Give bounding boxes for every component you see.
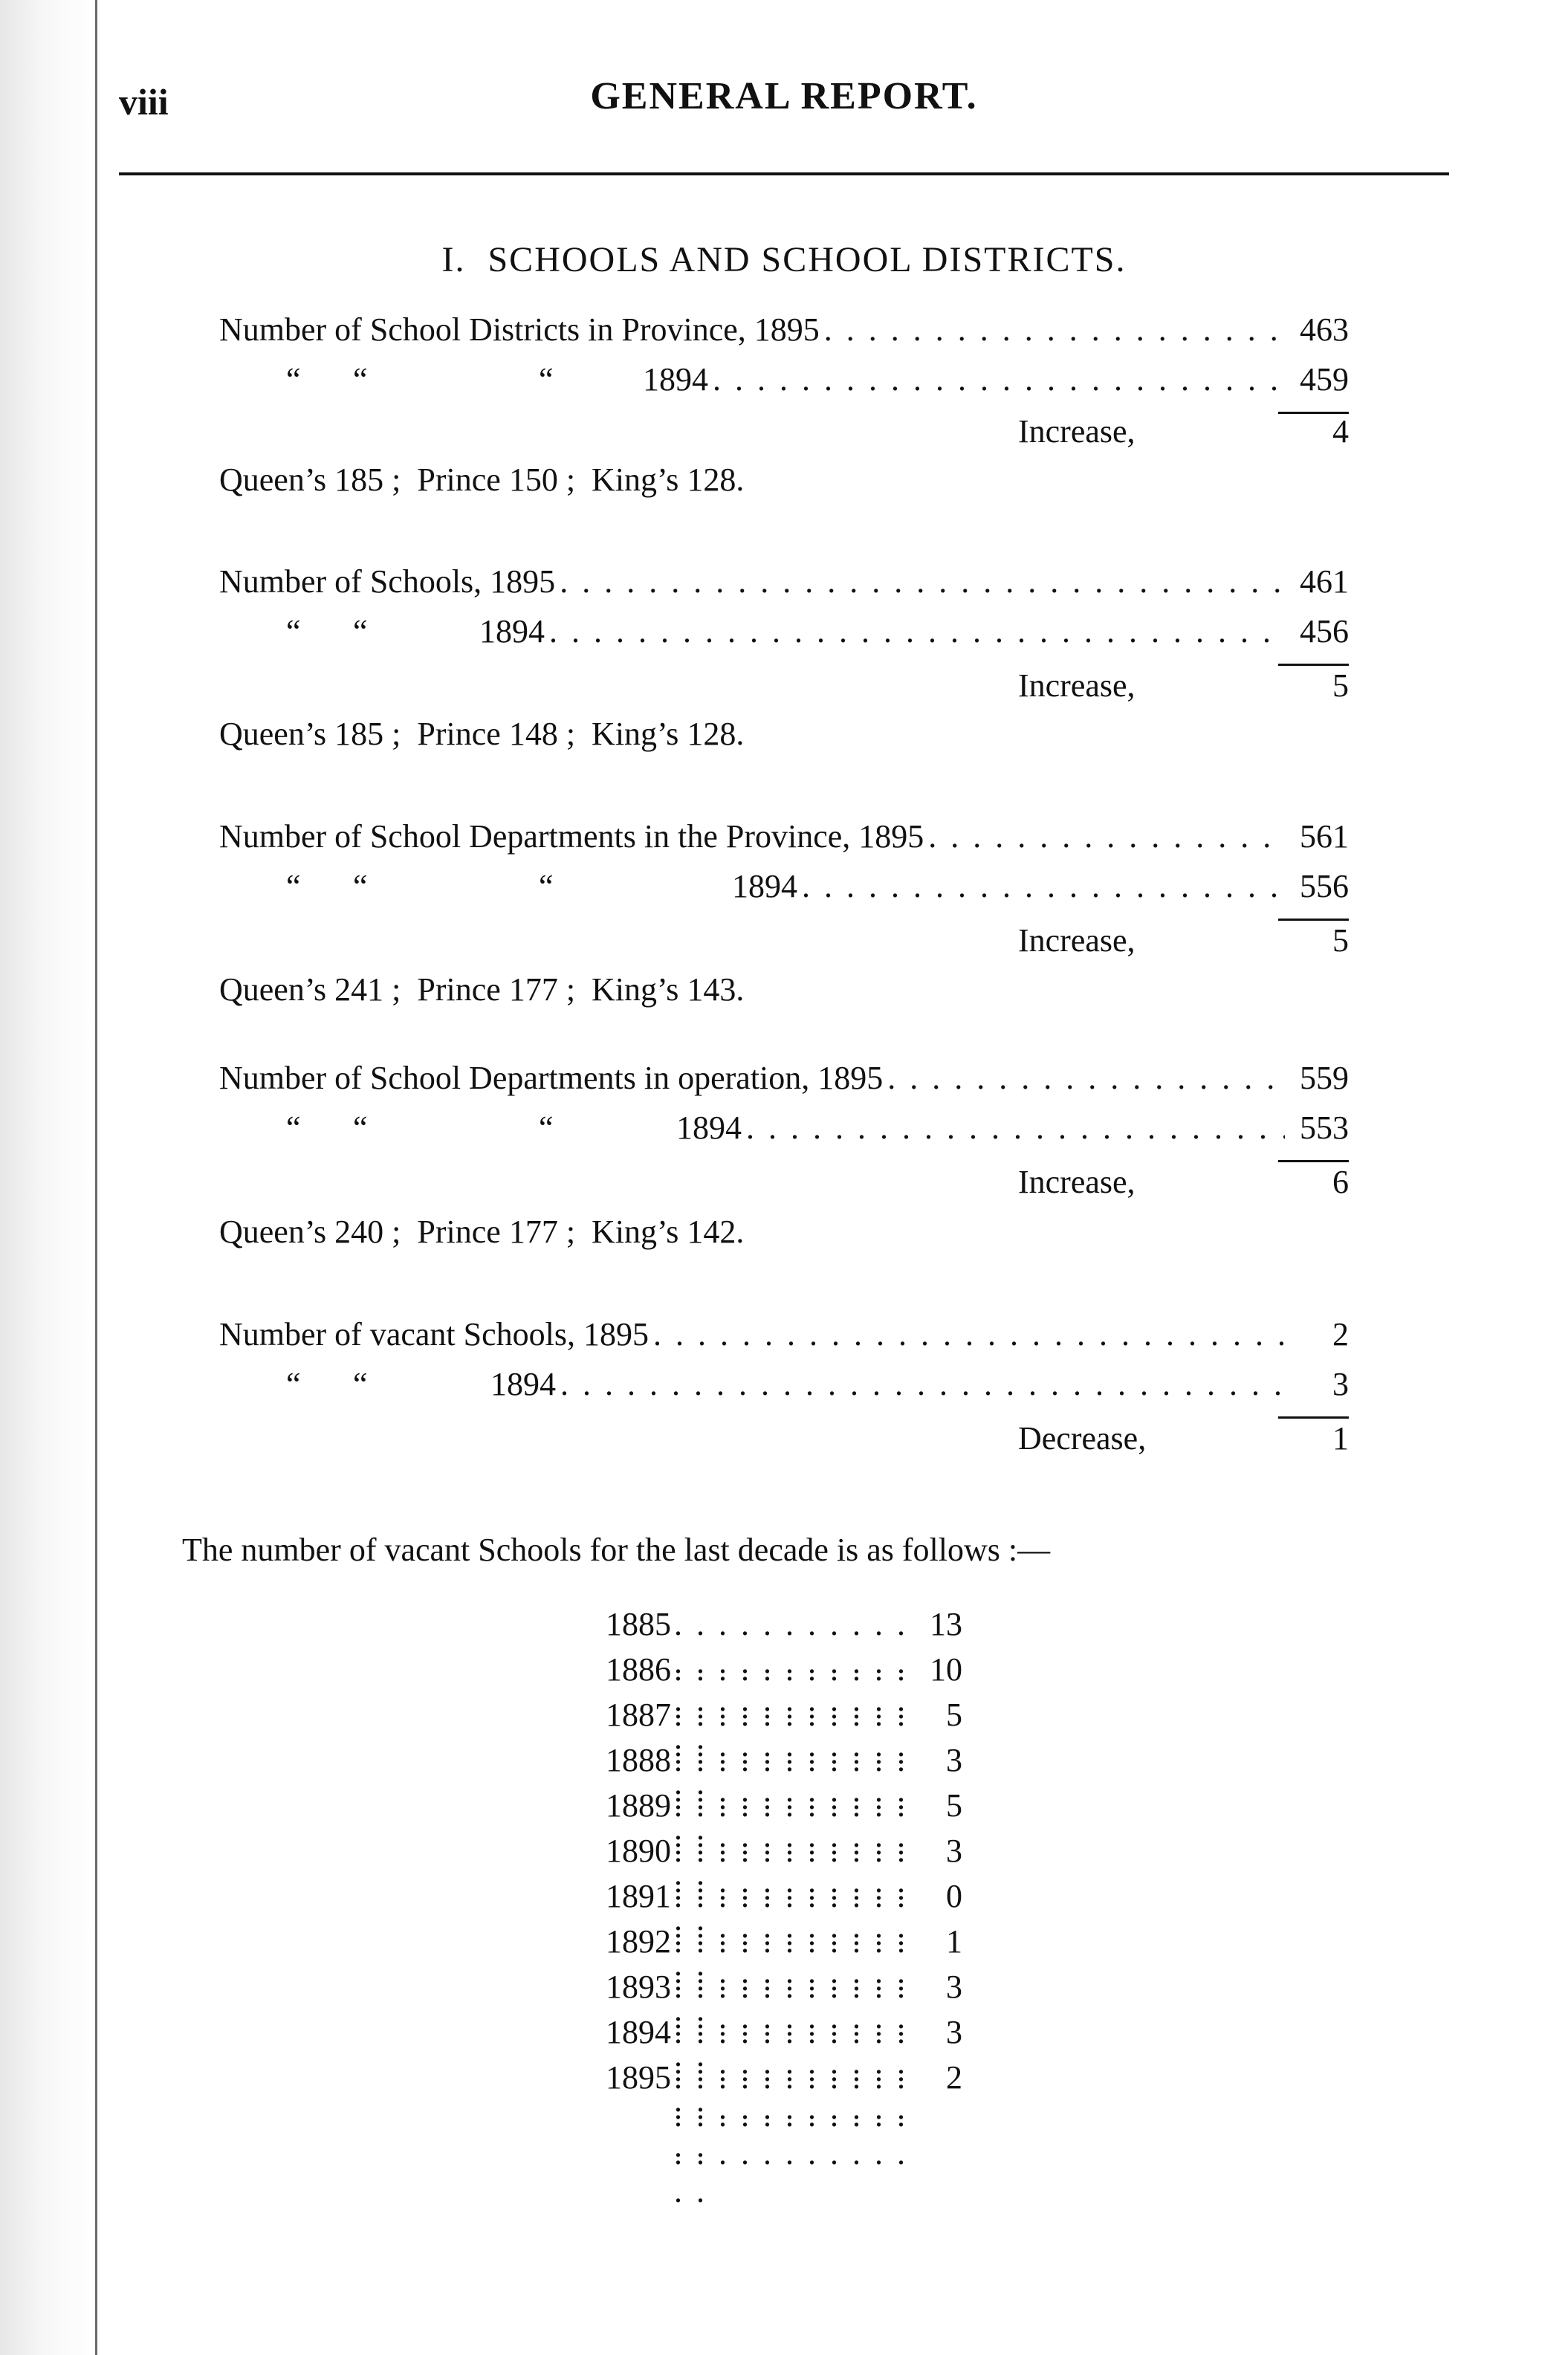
- row-year: 1894: [643, 361, 708, 398]
- change-label: Decrease,: [1018, 1420, 1147, 1457]
- row-label: Number of School Departments in the Province, 1895: [219, 818, 924, 855]
- decade-value: 1: [946, 1923, 962, 1960]
- row-value: 556: [1300, 868, 1349, 904]
- change-label: Increase,: [1018, 667, 1135, 704]
- ditto-mark: “: [353, 868, 368, 904]
- running-title: GENERAL REPORT.: [590, 75, 978, 117]
- ditto-mark: “: [539, 1110, 554, 1146]
- change-value: 5: [1332, 922, 1349, 959]
- change-label: Increase,: [1018, 1164, 1135, 1200]
- decade-row: [606, 1832, 962, 1876]
- row-year: 1894: [732, 868, 797, 904]
- decade-value: 3: [946, 2014, 962, 2050]
- row-value: 559: [1300, 1060, 1349, 1096]
- section-heading: [0, 239, 1568, 280]
- districts-1895-row: [219, 311, 1349, 355]
- row-value: 561: [1300, 818, 1349, 855]
- decade-value: 0: [946, 1878, 962, 1914]
- decade-row: [606, 2013, 962, 2058]
- dot-leader: [674, 2058, 922, 2210]
- row-value: 3: [1332, 1366, 1349, 1402]
- sum-rule: [1278, 919, 1349, 921]
- decade-row: [606, 1651, 962, 1695]
- decade-value: 3: [946, 1969, 962, 2005]
- departments-1894-row: [219, 867, 1349, 912]
- decade-row: [606, 2058, 962, 2103]
- ditto-mark: “: [539, 868, 554, 904]
- dot-leader: [549, 612, 1285, 650]
- vacant-1894-row: [219, 1365, 1349, 1410]
- row-value: 456: [1300, 613, 1349, 650]
- decade-value: 2: [946, 2059, 962, 2096]
- ditto-mark: “: [286, 1110, 301, 1146]
- decade-row: [606, 1922, 962, 1967]
- row-label: Number of Schools, 1895: [219, 563, 556, 600]
- decade-year: 1890: [606, 1833, 671, 1869]
- districts-summary: Queen’s 185 ; Prince 150 ; King’s 128.: [219, 461, 745, 498]
- change-value: 4: [1332, 413, 1349, 450]
- operation-1894-row: [219, 1109, 1349, 1153]
- dot-leader: [713, 360, 1285, 398]
- decade-value: 10: [930, 1651, 962, 1688]
- decade-value: 3: [946, 1833, 962, 1869]
- vacant-1895-row: [219, 1315, 1349, 1360]
- operation-change-row: [1018, 1163, 1349, 1208]
- decade-year: 1887: [606, 1697, 671, 1733]
- dot-leader: [560, 563, 1285, 600]
- decade-year: 1888: [606, 1742, 671, 1778]
- row-label: Number of School Departments in operation, 1895: [219, 1060, 884, 1096]
- decade-intro: The number of vacant Schools for the last decade is as follows :—: [182, 1532, 1051, 1568]
- dot-leader: [746, 1109, 1285, 1147]
- row-year: 1894: [490, 1366, 556, 1402]
- districts-change-row: [1018, 412, 1349, 457]
- decade-value: 5: [946, 1787, 962, 1824]
- row-year: 1894: [479, 613, 545, 650]
- decade-year: 1891: [606, 1878, 671, 1914]
- decade-row: [606, 1787, 962, 1831]
- section-number: I.: [441, 240, 466, 279]
- ditto-mark: “: [286, 868, 301, 904]
- decade-year: 1886: [606, 1651, 671, 1688]
- row-value: 2: [1332, 1316, 1349, 1353]
- change-value: 5: [1332, 667, 1349, 704]
- sum-rule: [1278, 1160, 1349, 1162]
- decade-year: 1895: [606, 2059, 671, 2096]
- departments-1895-row: [219, 817, 1349, 862]
- ditto-mark: “: [286, 613, 301, 650]
- ditto-mark: “: [353, 1110, 368, 1146]
- schools-change-row: [1018, 667, 1349, 711]
- dot-leader: [887, 1059, 1285, 1097]
- dot-leader: [560, 1365, 1285, 1403]
- row-value: 461: [1300, 563, 1349, 600]
- page-edge-line: [95, 0, 97, 2355]
- decade-year: 1885: [606, 1606, 671, 1642]
- ditto-mark: “: [353, 613, 368, 650]
- section-title: SCHOOLS AND SCHOOL DISTRICTS.: [487, 240, 1127, 279]
- row-value: 553: [1300, 1110, 1349, 1146]
- ditto-mark: “: [286, 361, 301, 398]
- dot-leader: [928, 817, 1285, 855]
- row-value: 463: [1300, 311, 1349, 348]
- change-value: 1: [1332, 1420, 1349, 1457]
- row-year: 1894: [676, 1110, 742, 1146]
- change-label: Increase,: [1018, 413, 1135, 450]
- decade-year: 1894: [606, 2014, 671, 2050]
- ditto-mark: “: [353, 361, 368, 398]
- dot-leader: [653, 1315, 1285, 1353]
- districts-1894-row: [219, 360, 1349, 405]
- row-label: Number of School Districts in Province, 1895: [219, 311, 820, 348]
- decade-year: 1893: [606, 1969, 671, 2005]
- schools-1894-row: [219, 612, 1349, 657]
- decade-row: [606, 1696, 962, 1740]
- decade-value: 13: [930, 1606, 962, 1642]
- header-rule: [119, 172, 1449, 175]
- sum-rule: [1278, 664, 1349, 666]
- schools-1895-row: [219, 563, 1349, 607]
- vacant-change-row: [1018, 1419, 1349, 1464]
- ditto-mark: “: [539, 361, 554, 398]
- decade-row: [606, 1605, 962, 1650]
- change-label: Increase,: [1018, 922, 1135, 959]
- decade-value: 3: [946, 1742, 962, 1778]
- dot-leader: [824, 311, 1285, 349]
- ditto-mark: “: [286, 1366, 301, 1402]
- decade-year: 1889: [606, 1787, 671, 1824]
- ditto-mark: “: [353, 1366, 368, 1402]
- schools-summary: Queen’s 185 ; Prince 148 ; King’s 128.: [219, 716, 745, 752]
- decade-row: [606, 1741, 962, 1786]
- decade-year: 1892: [606, 1923, 671, 1960]
- decade-row: [606, 1877, 962, 1922]
- decade-row: [606, 1968, 962, 2012]
- sum-rule: [1278, 1416, 1349, 1419]
- row-label: Number of vacant Schools, 1895: [219, 1316, 649, 1353]
- operation-1895-row: [219, 1059, 1349, 1104]
- page-number: viii: [119, 81, 169, 123]
- page-header: [119, 74, 1449, 134]
- dot-leader: [802, 867, 1285, 905]
- decade-value: 5: [946, 1697, 962, 1733]
- departments-summary: Queen’s 241 ; Prince 177 ; King’s 143.: [219, 971, 745, 1008]
- operation-summary: Queen’s 240 ; Prince 177 ; King’s 142.: [219, 1214, 745, 1250]
- change-value: 6: [1332, 1164, 1349, 1200]
- departments-change-row: [1018, 921, 1349, 966]
- page-edge-shadow: [0, 0, 97, 2355]
- row-value: 459: [1300, 361, 1349, 398]
